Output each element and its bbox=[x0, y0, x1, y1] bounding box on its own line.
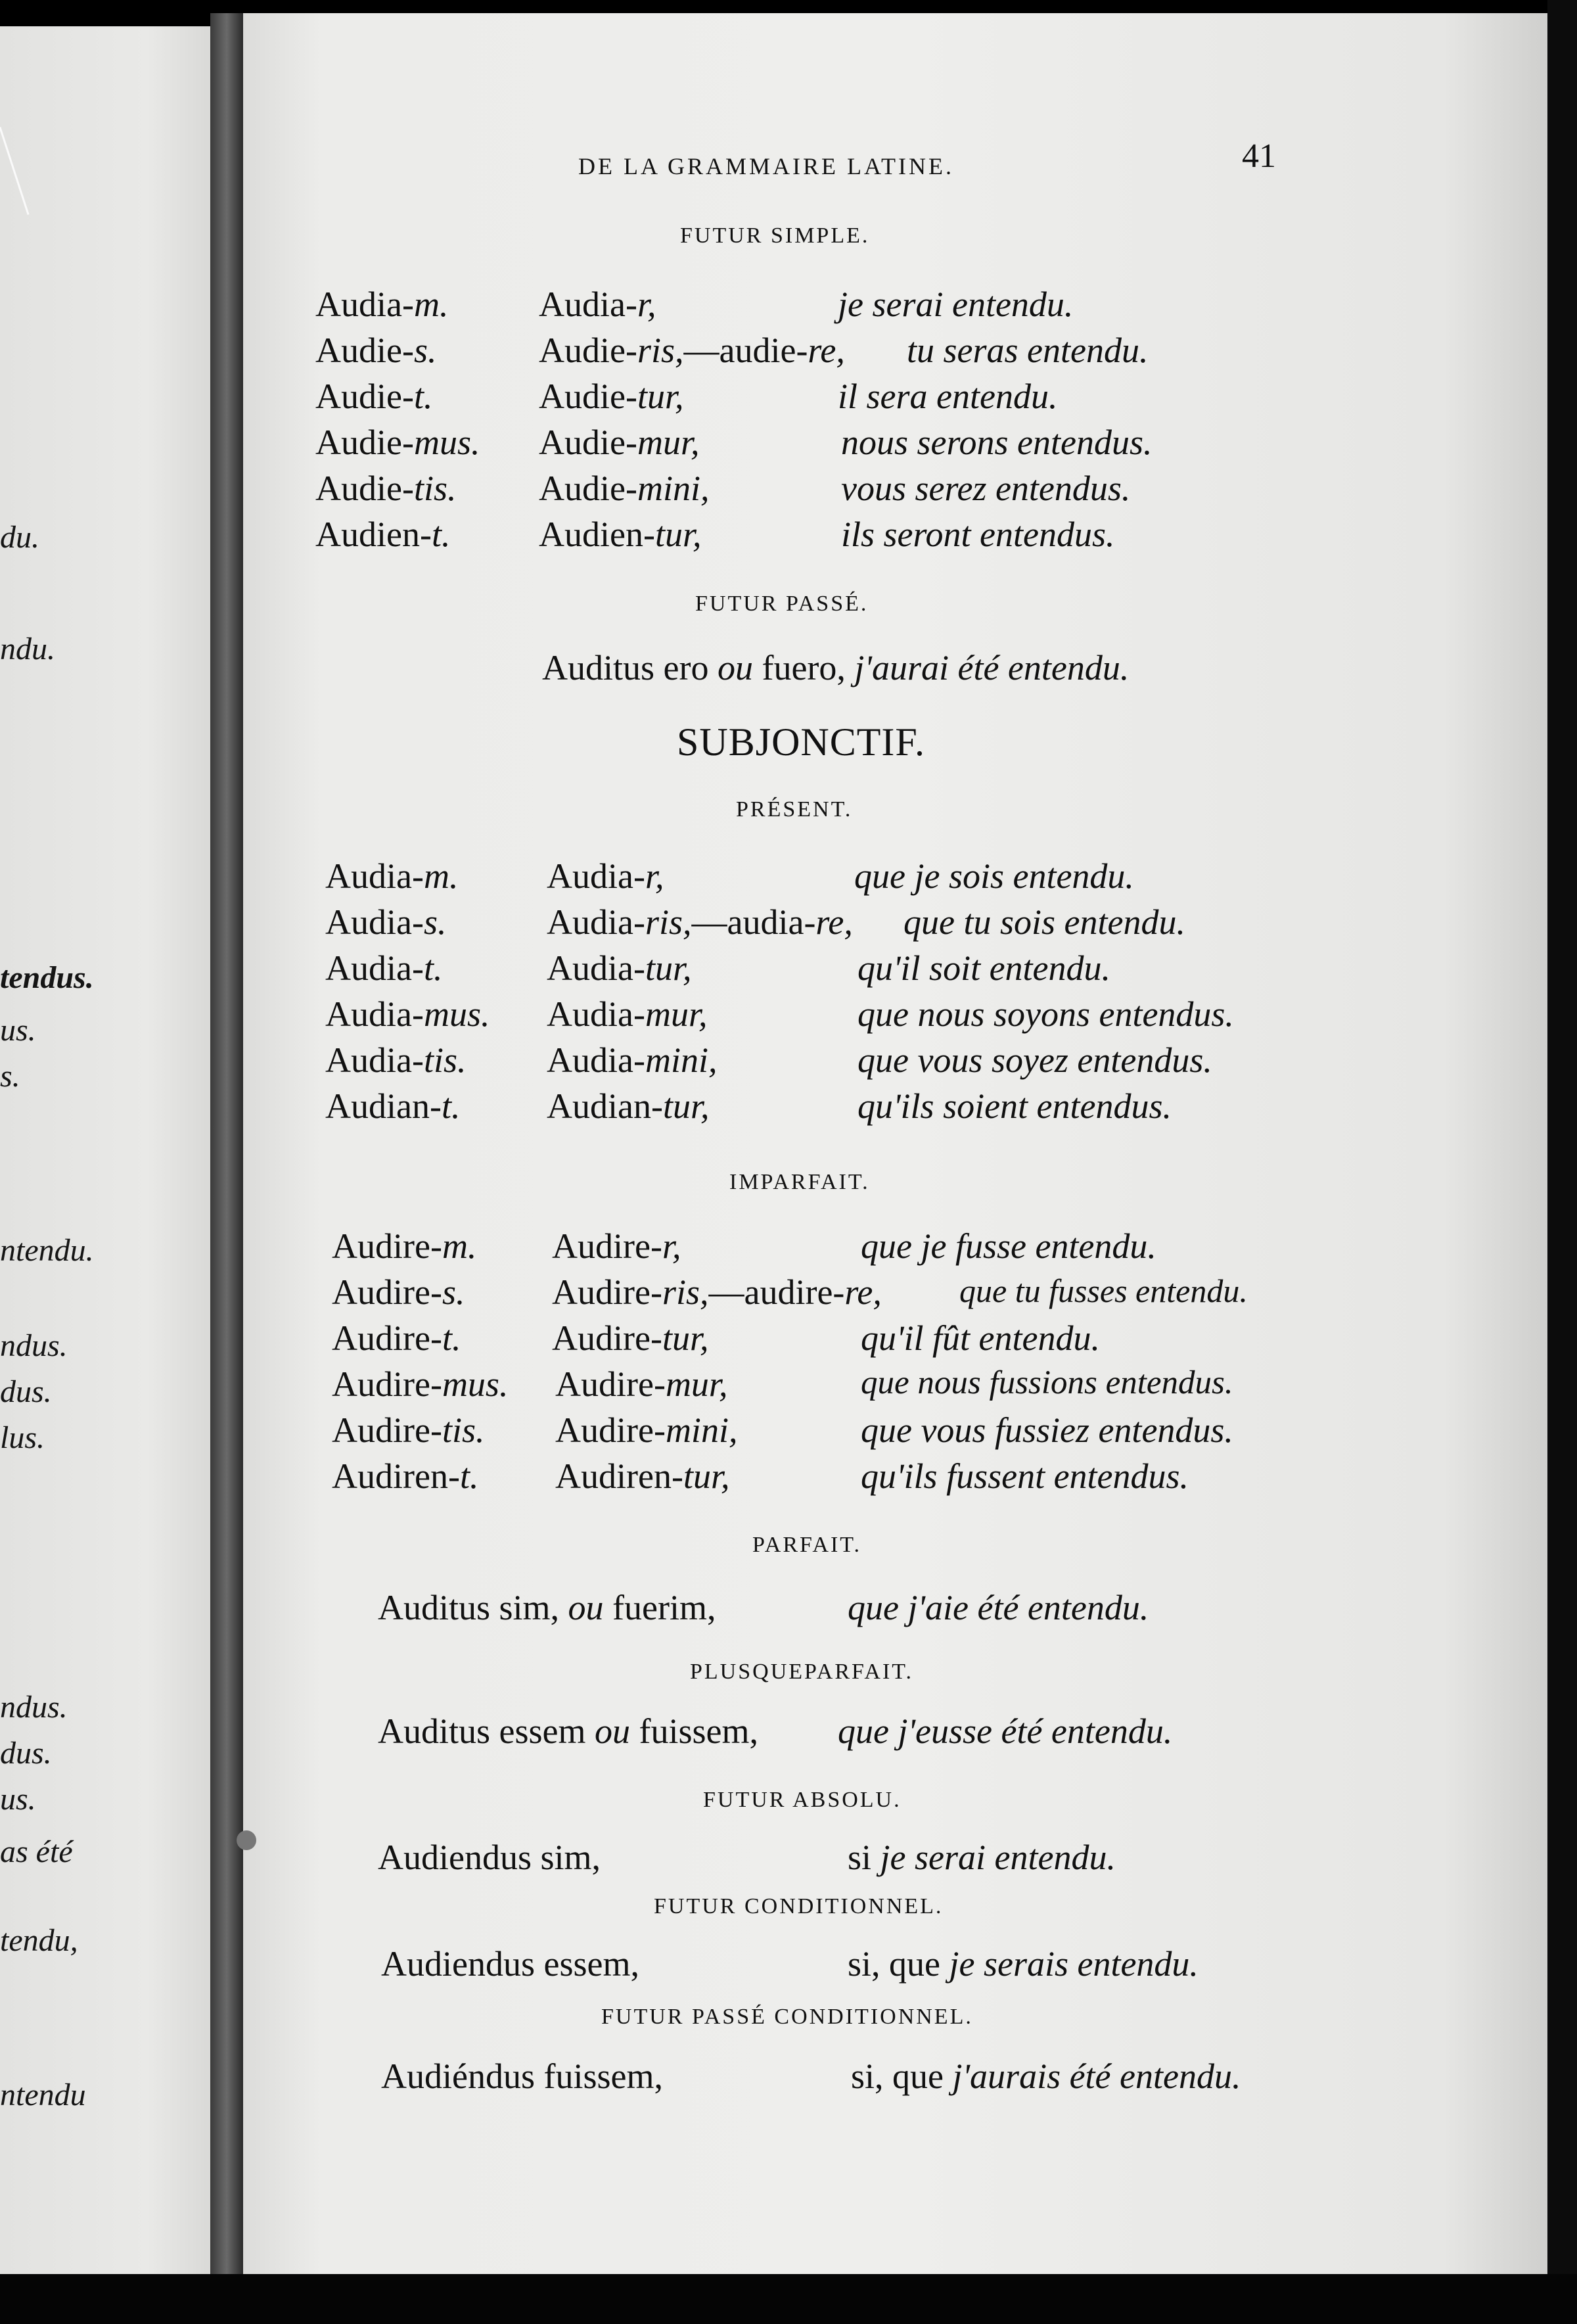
passive-form: Audie-tur, bbox=[539, 377, 684, 416]
passive-form: Audia-r, bbox=[547, 856, 664, 896]
futur-absolu-french: si je serai entendu. bbox=[848, 1838, 1116, 1877]
french-translation: qu'ils fussent entendus. bbox=[861, 1456, 1189, 1496]
section-heading-futur-conditionnel: FUTUR CONDITIONNEL. bbox=[654, 1894, 944, 1918]
french-translation: il sera entendu. bbox=[838, 377, 1058, 416]
left-edge-fragment: du. bbox=[0, 520, 39, 555]
french-translation: que vous soyez entendus. bbox=[857, 1040, 1212, 1080]
french-translation: que je sois entendu. bbox=[854, 856, 1134, 896]
left-edge-fragment: s. bbox=[0, 1059, 20, 1094]
french-translation: je serai entendu. bbox=[838, 285, 1074, 324]
left-edge-fragment: tendu, bbox=[0, 1923, 78, 1958]
left-edge-fragment: ntendu bbox=[0, 2078, 86, 2112]
left-edge-fragment: us. bbox=[0, 1013, 36, 1048]
passive-form: Audian-tur, bbox=[547, 1086, 710, 1126]
french-translation: que nous soyons entendus. bbox=[857, 994, 1234, 1034]
passive-form: Audie-mur, bbox=[539, 423, 700, 462]
section-heading-futur-passe-conditionnel: FUTUR PASSÉ CONDITIONNEL. bbox=[601, 2005, 973, 2029]
active-form: Audia-mus. bbox=[325, 994, 490, 1034]
left-edge-fragment: ndus. bbox=[0, 1690, 68, 1725]
french-translation: vous serez entendus. bbox=[841, 469, 1131, 508]
section-heading-futur-passe: FUTUR PASSÉ. bbox=[695, 592, 869, 616]
passive-form: Audia-tur, bbox=[547, 948, 692, 988]
left-edge-fragment: us. bbox=[0, 1782, 36, 1817]
french-translation: que tu fusses entendu. bbox=[959, 1272, 1248, 1309]
left-edge-fragment: tendus. bbox=[0, 960, 94, 995]
passive-form: Audie-ris,—audie-re, bbox=[539, 331, 845, 370]
active-form: Audia-m. bbox=[325, 856, 459, 896]
futur-passe-conditionnel-latin: Audiéndus fuissem, bbox=[381, 2057, 663, 2096]
active-form: Audire-m. bbox=[332, 1226, 477, 1266]
ink-smudge bbox=[237, 1830, 256, 1850]
french-translation: que je fusse entendu. bbox=[861, 1226, 1156, 1266]
french-translation: qu'il fût entendu. bbox=[861, 1318, 1100, 1358]
right-page bbox=[243, 13, 1547, 2274]
section-heading-parfait: PARFAIT. bbox=[752, 1533, 862, 1557]
mood-heading-subjonctif: SUBJONCTIF. bbox=[677, 720, 925, 764]
book-gutter bbox=[210, 13, 243, 2287]
passive-form: Audiren-tur, bbox=[555, 1456, 730, 1496]
parfait-latin: Auditus sim, ou fuerim, bbox=[378, 1588, 716, 1627]
active-form: Audia-m. bbox=[315, 285, 449, 324]
active-form: Audire-tis. bbox=[332, 1410, 485, 1450]
futur-passe-line: Auditus ero ou fuero, j'aurai été entendu. bbox=[542, 648, 1130, 687]
active-form: Audie-mus. bbox=[315, 423, 480, 462]
active-form: Audian-t. bbox=[325, 1086, 461, 1126]
active-form: Audia-tis. bbox=[325, 1040, 467, 1080]
plusqueparfait-latin: Auditus essem ou fuissem, bbox=[378, 1711, 758, 1751]
passive-form: Audie-mini, bbox=[539, 469, 710, 508]
left-page bbox=[0, 26, 210, 2274]
passive-form: Audia-ris,—audia-re, bbox=[547, 902, 853, 942]
passive-form: Audia-r, bbox=[539, 285, 656, 324]
passive-form: Audire-mini, bbox=[555, 1410, 738, 1450]
active-form: Audia-s. bbox=[325, 902, 447, 942]
passive-form: Audire-ris,—audire-re, bbox=[552, 1272, 882, 1312]
french-translation: qu'il soit entendu. bbox=[857, 948, 1111, 988]
section-heading-futur-simple: FUTUR SIMPLE. bbox=[680, 223, 870, 248]
passive-form: Audia-mini, bbox=[547, 1040, 718, 1080]
passive-form: Audia-mur, bbox=[547, 994, 708, 1034]
french-translation: que nous fussions entendus. bbox=[861, 1364, 1233, 1401]
page-number: 41 bbox=[1242, 137, 1276, 175]
active-form: Audia-t. bbox=[325, 948, 443, 988]
left-edge-fragment: lus. bbox=[0, 1420, 45, 1455]
active-form: Audien-t. bbox=[315, 515, 451, 554]
section-heading-futur-absolu: FUTUR ABSOLU. bbox=[703, 1788, 902, 1812]
french-translation: que tu sois entendu. bbox=[903, 902, 1185, 942]
active-form: Audie-s. bbox=[315, 331, 437, 370]
section-heading-plusqueparfait: PLUSQUEPARFAIT. bbox=[690, 1660, 914, 1684]
scan-border-bottom bbox=[0, 2274, 1577, 2324]
passive-form: Audire-r, bbox=[552, 1226, 681, 1266]
french-translation: ils seront entendus. bbox=[841, 515, 1115, 554]
left-edge-fragment: ndu. bbox=[0, 632, 55, 666]
paper-crease bbox=[0, 127, 30, 215]
passive-form: Audire-mur, bbox=[555, 1364, 728, 1404]
left-edge-fragment: as été bbox=[0, 1834, 73, 1869]
left-edge-fragment: dus. bbox=[0, 1736, 52, 1771]
active-form: Audire-mus. bbox=[332, 1364, 509, 1404]
futur-conditionnel-latin: Audiendus essem, bbox=[381, 1944, 639, 1984]
left-edge-fragment: ntendu. bbox=[0, 1233, 94, 1268]
section-heading-present: PRÉSENT. bbox=[736, 797, 853, 822]
plusqueparfait-french: que j'eusse été entendu. bbox=[838, 1711, 1173, 1751]
french-translation: que vous fussiez entendus. bbox=[861, 1410, 1233, 1450]
active-form: Audiren-t. bbox=[332, 1456, 479, 1496]
active-form: Audire-t. bbox=[332, 1318, 461, 1358]
section-heading-imparfait: IMPARFAIT. bbox=[729, 1170, 870, 1194]
active-form: Audie-t. bbox=[315, 377, 433, 416]
french-translation: tu seras entendu. bbox=[907, 331, 1149, 370]
parfait-french: que j'aie été entendu. bbox=[848, 1588, 1149, 1627]
scan-border-right bbox=[1547, 0, 1577, 2324]
passive-form: Audire-tur, bbox=[552, 1318, 709, 1358]
french-translation: qu'ils soient entendus. bbox=[857, 1086, 1172, 1126]
futur-absolu-latin: Audiendus sim, bbox=[378, 1838, 601, 1877]
french-translation: nous serons entendus. bbox=[841, 423, 1153, 462]
running-header: DE LA GRAMMAIRE LATINE. bbox=[578, 153, 954, 179]
left-edge-fragment: dus. bbox=[0, 1374, 52, 1409]
futur-passe-conditionnel-french: si, que j'aurais été entendu. bbox=[851, 2057, 1241, 2096]
passive-form: Audien-tur, bbox=[539, 515, 702, 554]
active-form: Audie-tis. bbox=[315, 469, 457, 508]
futur-conditionnel-french: si, que je serais entendu. bbox=[848, 1944, 1199, 1984]
left-edge-fragment: ndus. bbox=[0, 1328, 68, 1363]
active-form: Audire-s. bbox=[332, 1272, 465, 1312]
